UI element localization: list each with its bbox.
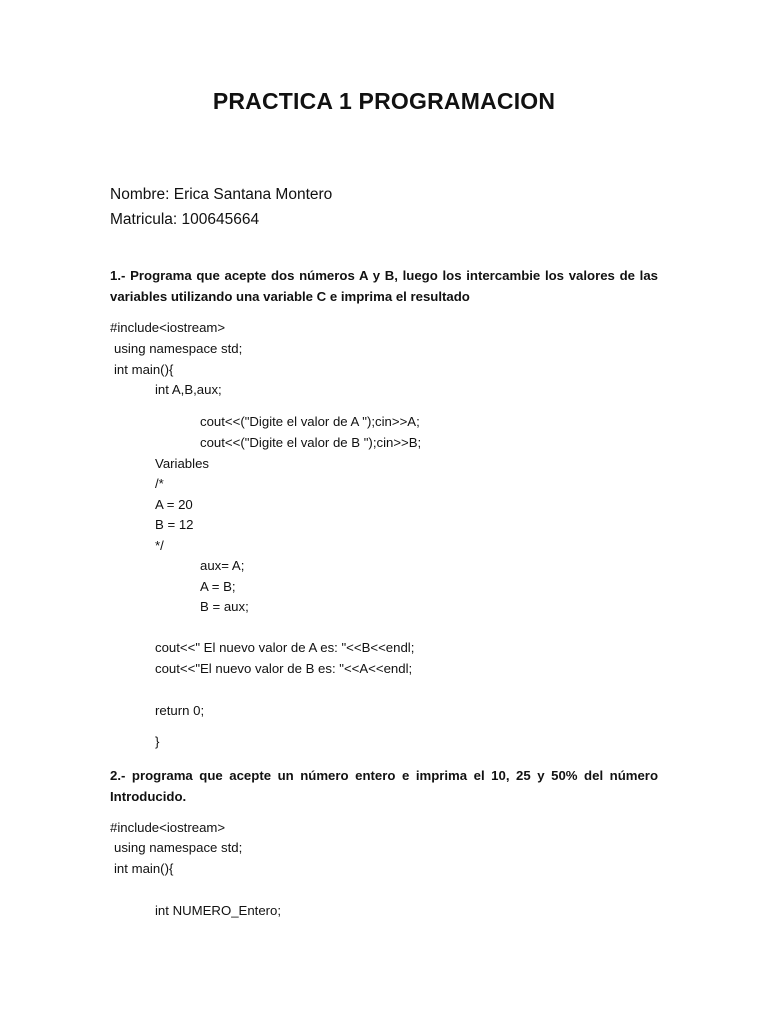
code-line: /* (155, 476, 164, 491)
code-line: B = 12 (155, 517, 194, 532)
code-line: #include<iostream> (110, 320, 226, 335)
student-name: Nombre: Erica Santana Montero (110, 186, 333, 203)
code-line: using namespace std; (114, 840, 243, 855)
code-line: #include<iostream> (110, 820, 226, 835)
code-line: B = aux; (200, 599, 249, 614)
code-line: cout<<("Digite el valor de B ");cin>>B; (200, 435, 422, 450)
code-line: Variables (155, 456, 209, 471)
page-title: PRACTICA 1 PROGRAMACION (212, 88, 556, 114)
code-line: cout<<" El nuevo valor de A es: "<<B<<endl; (155, 640, 415, 655)
code-line: */ (155, 538, 164, 553)
code-line: aux= A; (200, 558, 245, 573)
code-line: cout<<"El nuevo valor de B es: "<<A<<endl; (155, 661, 413, 676)
code-line: using namespace std; (114, 341, 243, 356)
code-line: int NUMERO_Entero; (155, 903, 282, 918)
question-1: 1.- Programa que acepte dos números A y B, luego los intercambie los valores de las variables utilizando una variable C e imprima el resultado (110, 268, 658, 304)
code-line: cout<<("Digite el valor de A ");cin>>A; (200, 414, 420, 429)
code-line: return 0; (155, 703, 205, 718)
code-line: int main(){ (114, 362, 174, 377)
student-matricula: Matricula: 100645664 (110, 211, 260, 228)
code-line: int A,B,aux; (155, 382, 222, 397)
code-line: A = 20 (155, 497, 193, 512)
question-2: 2.- programa que acepte un número entero e imprima el 10, 25 y 50% del número Introducido. (110, 768, 658, 804)
code-line: A = B; (200, 579, 236, 594)
code-line: } (155, 734, 160, 749)
code-line: int main(){ (114, 861, 174, 876)
